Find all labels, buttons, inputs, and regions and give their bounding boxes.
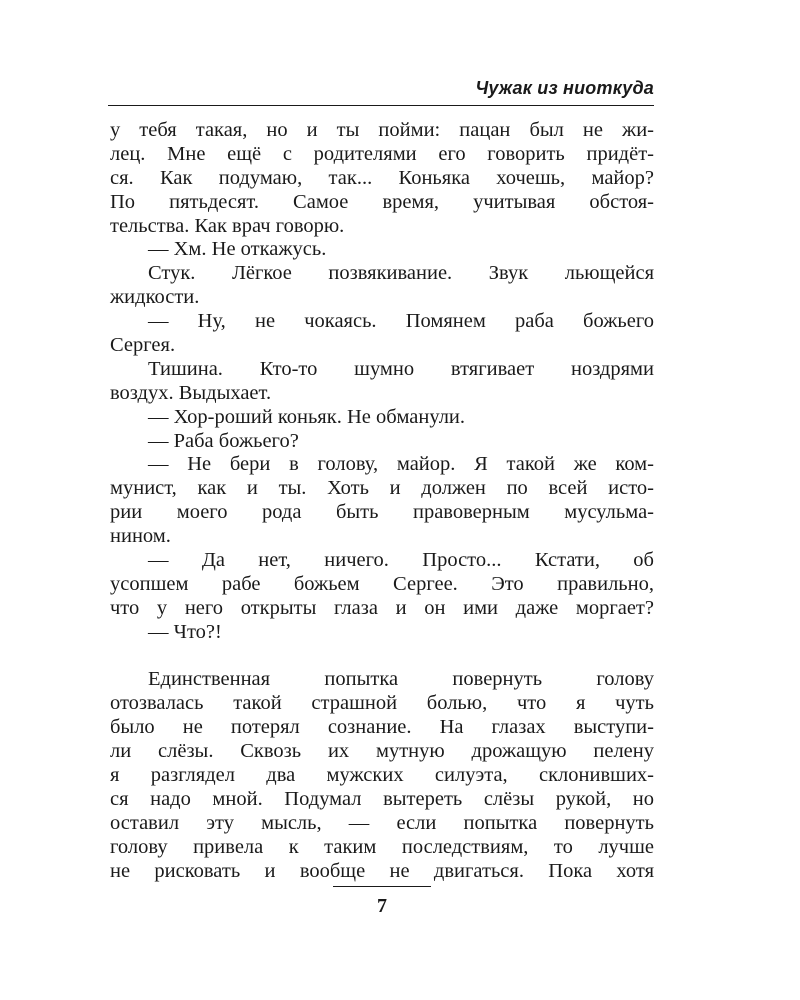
- text-line: ли слёзы. Сквозь их мутную дрожащую пелену: [110, 740, 654, 763]
- body-text: [110, 119, 654, 884]
- text-line: воздух. Выдыхает.: [110, 381, 272, 404]
- footer-rule: [333, 886, 431, 887]
- text-line: у тебя такая, но и ты пойми: пацан был не жи-: [110, 119, 654, 141]
- text-line: ся надо мной. Подумал вытереть слёзы рукой, но: [110, 787, 654, 810]
- text-line: — Да нет, ничего. Просто... Кстати, об: [148, 549, 654, 572]
- text-line: не рисковать и вообще не двигаться. Пока хотя: [110, 859, 654, 882]
- section-break: [110, 645, 654, 669]
- text-line: Стук. Лёгкое позвякивание. Звук льющейся: [148, 262, 654, 285]
- text-line: я разглядел два мужских силуэта, склонивших-: [110, 764, 654, 787]
- text-line: было не потерял сознание. На глазах выступи-: [110, 716, 654, 739]
- text-line: — Хор-роший коньяк. Не обманули.: [148, 405, 466, 428]
- text-line: нином.: [110, 525, 171, 548]
- text-line: тельства. Как врач говорю.: [110, 214, 345, 237]
- text-line: — Не бери в голову, майор. Я такой же ком-: [148, 453, 654, 476]
- text-line: оставил эту мысль, — если попытка повернуть: [110, 811, 654, 834]
- text-line: Сергея.: [110, 334, 176, 357]
- text-line: Единственная попытка повернуть голову: [148, 668, 654, 691]
- text-line: Тишина. Кто-то шумно втягивает ноздрями: [148, 357, 654, 380]
- text-line: — Раба божьего?: [148, 429, 299, 452]
- text-line: — Хм. Не откажусь.: [148, 238, 327, 261]
- text-line: лец. Мне ещё с родителями его говорить придёт-: [110, 142, 654, 165]
- text-line: голову привела к таким последствиям, то лучше: [110, 835, 654, 858]
- text-line: — Ну, не чокаясь. Помянем раба божьего: [148, 310, 654, 333]
- text-line: что у него открыты глаза и он ими даже моргает?: [110, 596, 654, 619]
- text-line: ся. Как подумаю, так... Коньяка хочешь, майор?: [110, 166, 654, 189]
- text-line: — Что?!: [148, 620, 222, 643]
- page-number: 7: [377, 895, 387, 917]
- text-line: мунист, как и ты. Хоть и должен по всей исто-: [110, 477, 654, 500]
- text-line: жидкости.: [110, 286, 200, 309]
- text-line: усопшем рабе божьем Сергее. Это правильно,: [110, 572, 654, 595]
- text-line: рии моего рода быть правоверным мусульма-: [110, 501, 654, 524]
- running-head: Чужак из ниоткуда: [475, 78, 654, 98]
- text-line: По пятьдесят. Самое время, учитывая обстоя-: [110, 190, 654, 213]
- header-rule: [108, 105, 654, 106]
- text-line: отозвалась такой страшной болью, что я чуть: [110, 692, 654, 715]
